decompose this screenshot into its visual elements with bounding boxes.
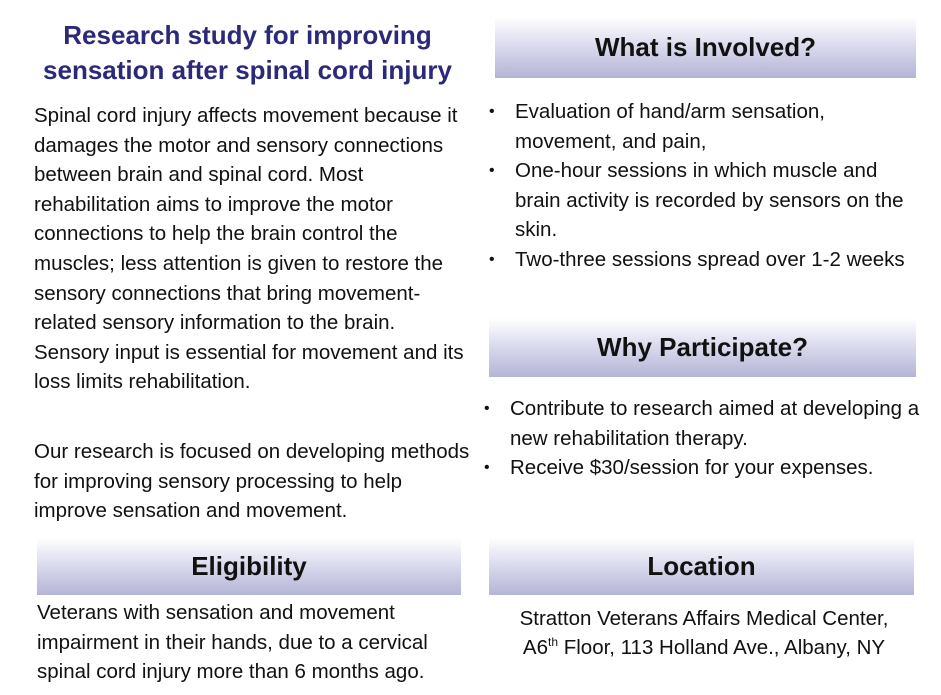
eligibility-heading: Eligibility	[191, 551, 307, 581]
bullet-icon: •	[489, 162, 495, 180]
eligibility-text: Veterans with sensation and movement impairment in their hands, due to a cervical spinal cord injury more than 6 months ago.	[37, 601, 428, 684]
location-address	[484, 604, 924, 662]
list-item	[484, 394, 924, 453]
list-item	[489, 156, 919, 245]
bullet-icon: •	[489, 250, 495, 268]
bullet-icon: •	[489, 103, 495, 120]
bullet-icon: •	[484, 459, 490, 477]
street-address: Floor, 113 Holland Ave., Albany, NY	[558, 636, 886, 659]
eligibility-banner	[37, 538, 461, 595]
list-item	[484, 453, 924, 483]
floor-number: A6	[522, 636, 548, 659]
list-item-text: Two-three sessions spread over 1-2 weeks	[515, 247, 905, 271]
involved-banner	[495, 17, 916, 78]
address-line-1: Stratton Veterans Affairs Medical Center,	[519, 607, 889, 630]
floor-suffix: th	[548, 635, 559, 650]
address-line-2	[484, 633, 924, 662]
list-item-text: Evaluation of hand/arm sensation, movement, and pain,	[515, 100, 825, 153]
participate-banner	[489, 318, 916, 377]
participate-heading: Why Participate?	[597, 332, 808, 362]
research-focus: Our research is focused on developing methods for improving sensory processing to help improve sensation and movement.	[34, 440, 470, 523]
study-description: Spinal cord injury affects movement because it damages the motor and sensory connections between brain and spinal cord. Most rehabilitation aims to improve the motor connections to help the brain control the muscles; less attention is given to restore the sensory connections that bring movement-related sensory information to the brain. Sensory input is essential for movement and its loss limits rehabilitation.	[34, 104, 464, 394]
list-item-text: Receive $30/session for your expenses.	[510, 456, 874, 480]
involved-heading: What is Involved?	[594, 32, 817, 62]
participate-list	[484, 394, 924, 483]
location-banner	[489, 538, 914, 595]
list-item	[489, 97, 919, 156]
bullet-icon: •	[484, 400, 490, 417]
involved-list	[489, 97, 919, 275]
location-heading: Location	[647, 551, 756, 581]
list-item	[489, 245, 919, 275]
study-title: Research study for improving sensation after spinal cord injury	[43, 20, 452, 85]
list-item-text: One-hour sessions in which muscle and brain activity is recorded by sensors on the skin.	[515, 159, 904, 242]
list-item-text: Contribute to research aimed at developing a new rehabilitation therapy.	[510, 397, 920, 450]
